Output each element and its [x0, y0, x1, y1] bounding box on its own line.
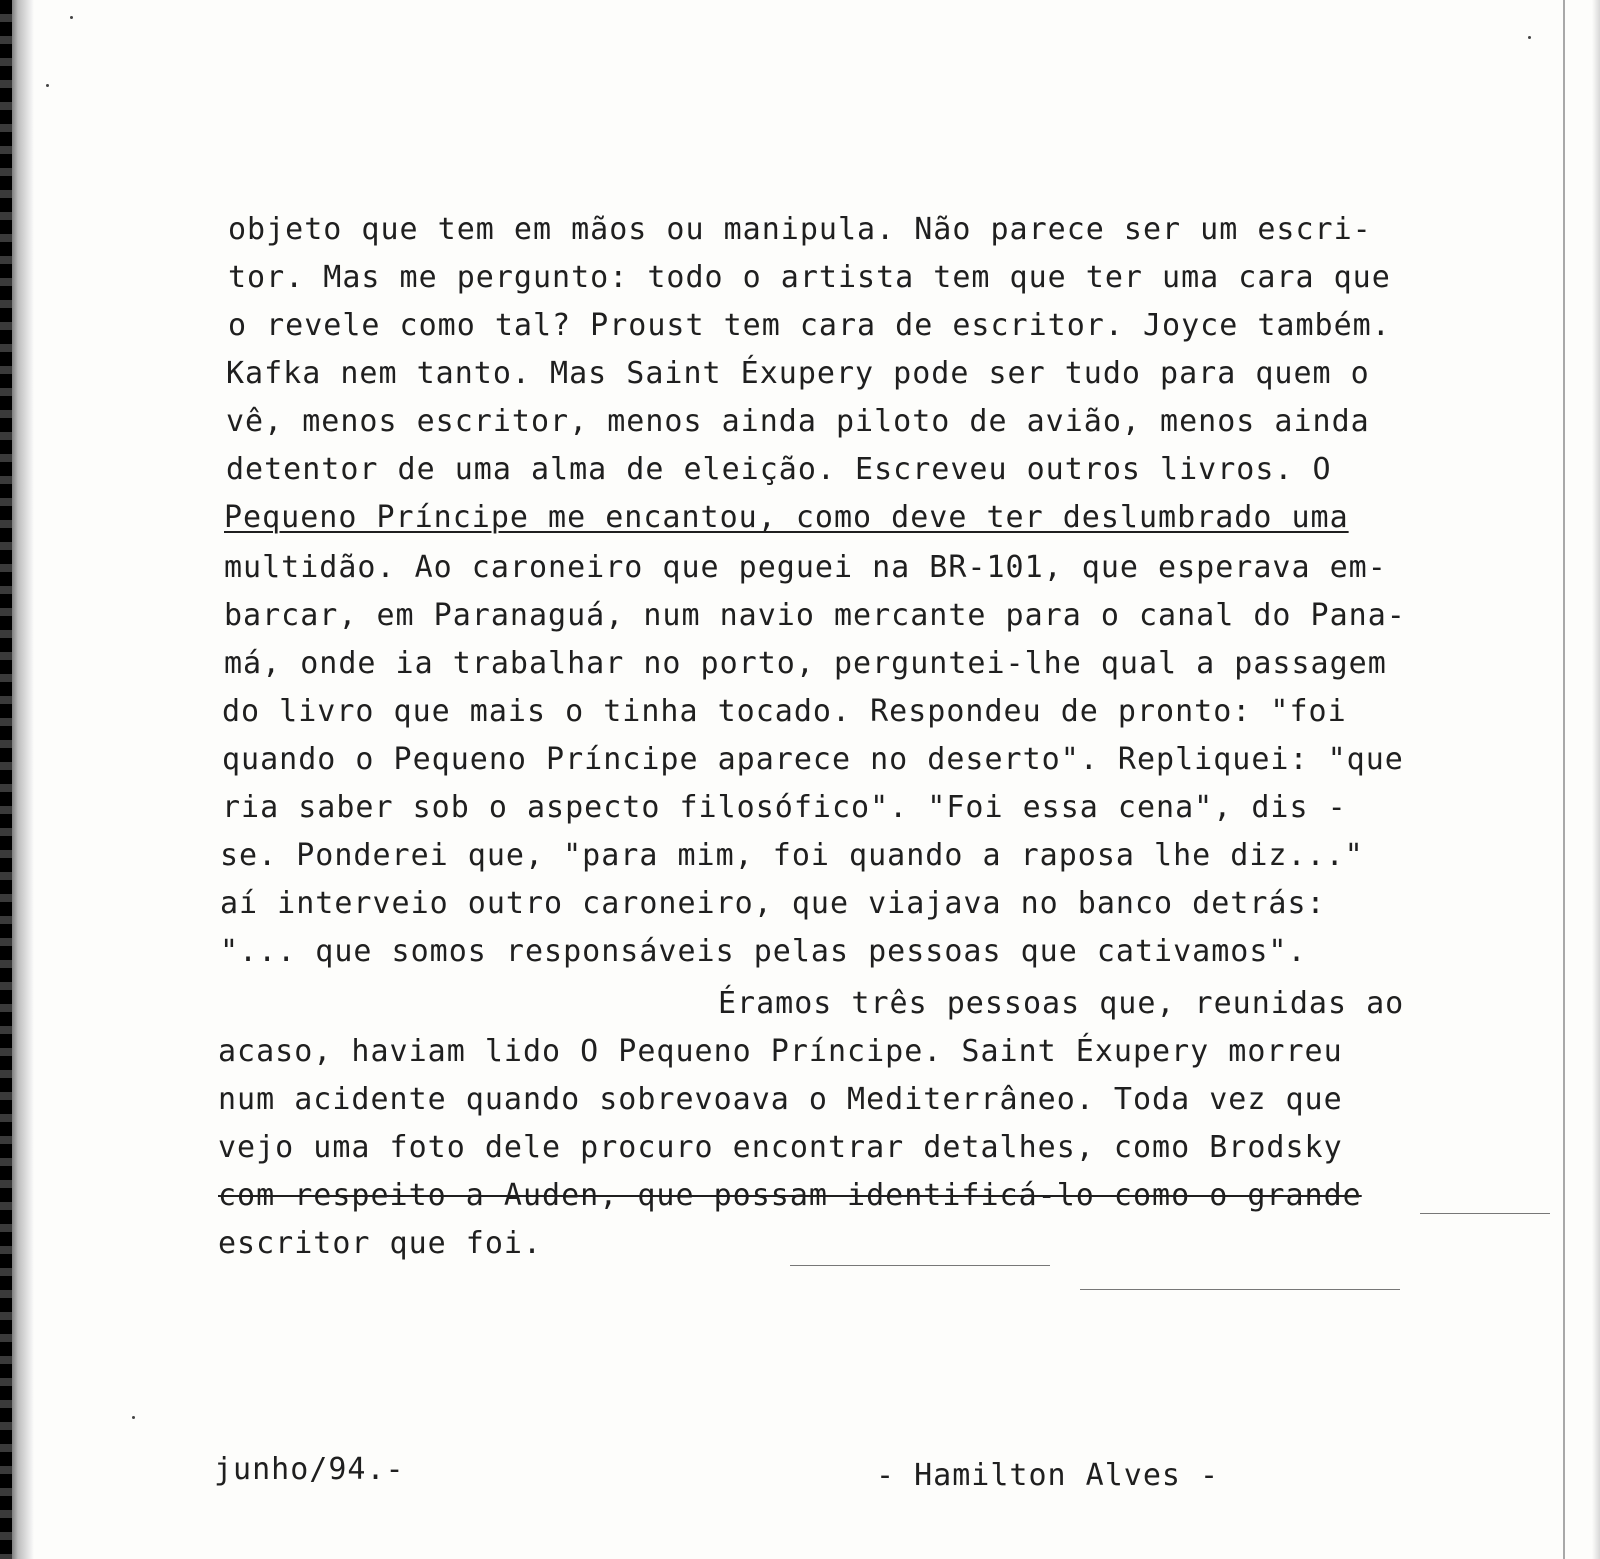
text-line-12: quando o Pequeno Príncipe aparece no deserto". Repliquei: "que [222, 742, 1404, 777]
paper-speck [70, 16, 73, 19]
stray-line [1420, 1213, 1550, 1214]
spiral-binding [0, 0, 12, 1559]
text-line-17: Éramos três pessoas que, reunidas ao [718, 986, 1405, 1021]
text-line-4: Kafka nem tanto. Mas Saint Éxupery pode ser tudo para quem o [226, 356, 1370, 391]
page-edge-line [1563, 0, 1565, 1559]
stray-line [1080, 1289, 1400, 1290]
text-line-16: "... que somos responsáveis pelas pessoas que cativamos". [220, 934, 1307, 969]
text-line-11: do livro que mais o tinha tocado. Respondeu de pronto: "foi [222, 694, 1347, 729]
text-line-21: com respeito a Auden, que possam identificá-lo como o grande [218, 1178, 1362, 1213]
text-line-1: objeto que tem em mãos ou manipula. Não parece ser um escri- [228, 212, 1372, 247]
text-line-2: tor. Mas me pergunto: todo o artista tem que ter uma cara que [228, 260, 1391, 295]
text-line-22: escritor que foi. [218, 1226, 543, 1261]
author-signature: - Hamilton Alves - [876, 1458, 1220, 1493]
text-line-20: vejo uma foto dele procuro encontrar detalhes, como Brodsky [218, 1130, 1343, 1165]
text-line-3: o revele como tal? Proust tem cara de escritor. Joyce também. [228, 308, 1391, 343]
text-line-19: num acidente quando sobrevoava o Mediterrâneo. Toda vez que [218, 1082, 1343, 1117]
text-line-10: má, onde ia trabalhar no porto, perguntei-lhe qual a passagem [224, 646, 1387, 681]
paper-speck [46, 84, 49, 87]
text-line-9: barcar, em Paranaguá, num navio mercante para o canal do Pana- [224, 598, 1406, 633]
text-line-5: vê, menos escritor, menos ainda piloto de avião, menos ainda [226, 404, 1370, 439]
page-edge-shadow [1592, 0, 1600, 1559]
text-line-15: aí interveio outro caroneiro, que viajava no banco detrás: [220, 886, 1326, 921]
paper-speck [1528, 36, 1531, 39]
text-line-14: se. Ponderei que, "para mim, foi quando a raposa lhe diz..." [220, 838, 1364, 873]
stray-line [790, 1265, 1050, 1266]
paper-speck [132, 1416, 135, 1419]
text-line-7: Pequeno Príncipe me encantou, como deve ter deslumbrado uma [224, 500, 1349, 535]
document-date: junho/94.- [214, 1452, 405, 1487]
text-line-18: acaso, haviam lido O Pequeno Príncipe. Saint Éxupery morreu [218, 1034, 1343, 1069]
text-line-6: detentor de uma alma de eleição. Escreveu outros livros. O [226, 452, 1332, 487]
text-line-8: multidão. Ao caroneiro que peguei na BR-101, que esperava em- [224, 550, 1387, 585]
text-line-13: ria saber sob o aspecto filosófico". "Foi essa cena", dis - [222, 790, 1347, 825]
